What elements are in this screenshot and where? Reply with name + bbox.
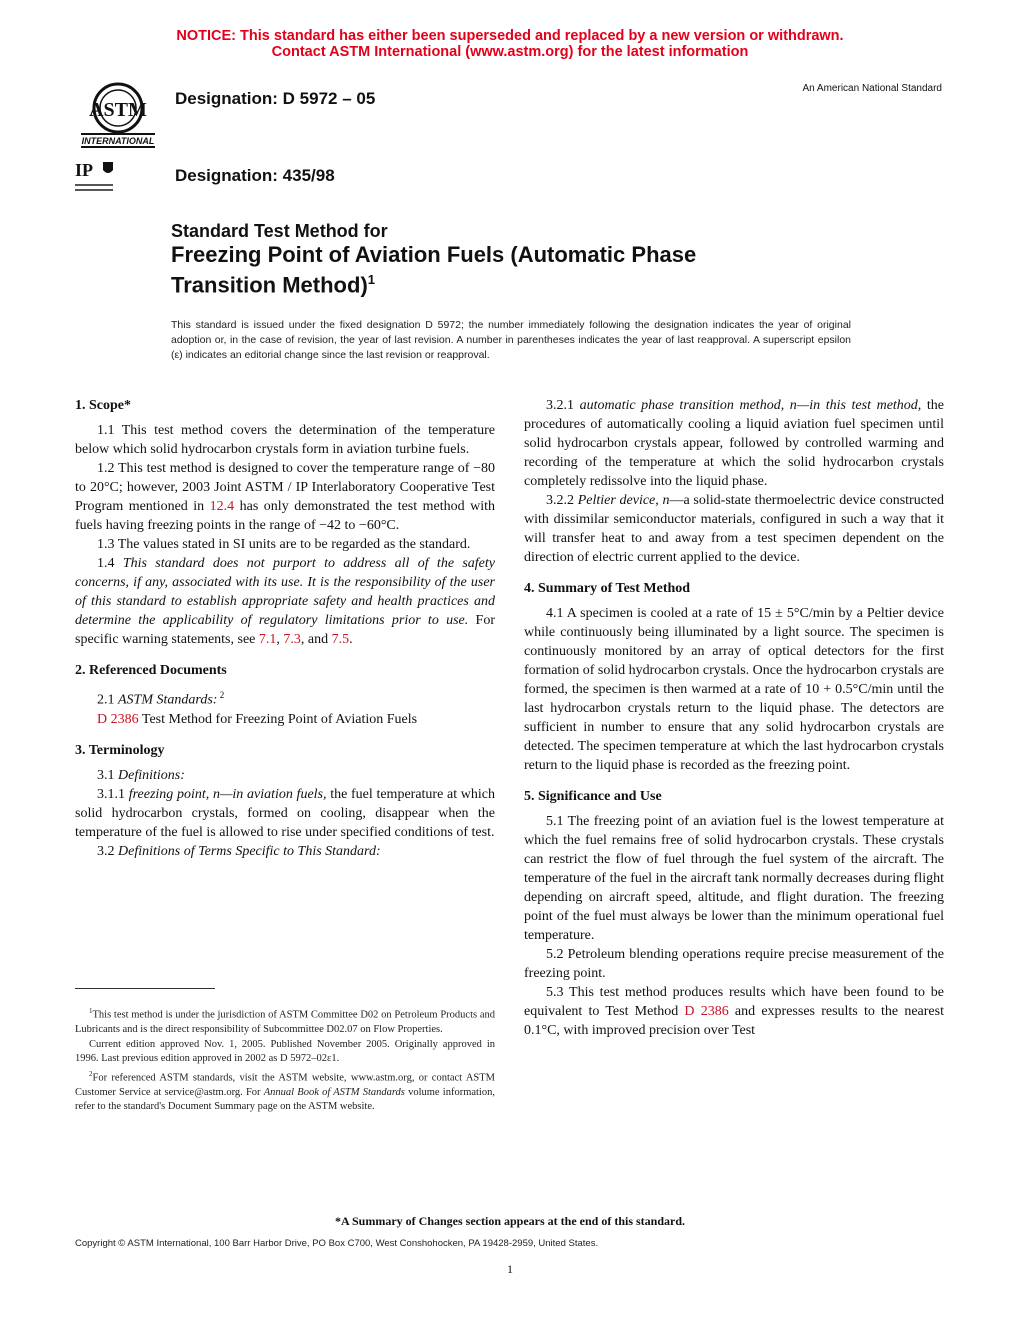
- link-7-3[interactable]: 7.3: [283, 632, 301, 647]
- title-line-2: Freezing Point of Aviation Fuels (Automatic Phase: [171, 242, 697, 267]
- reference-d2386: [75, 710, 495, 729]
- para-5-1: 5.1 The freezing point of an aviation fuel is the lowest temperature at which the fuel remains free of solid hydrocarbon crystals. These crystals can restrict the flow of fuel through the fuel system of the aircraft. The temperature of the fuel in the aircraft tank normally decreases during flight depending on aircraft speed, altitude, and flight duration. The freezing point of the fuel must always be lower than the minimum operational fuel temperature.: [524, 814, 944, 943]
- scope-heading: 1. Scope*: [75, 398, 131, 413]
- title-line-1: Standard Test Method for: [171, 221, 388, 241]
- para-3-1-1-num: 3.1.1: [97, 786, 129, 802]
- para-5-2: 5.2 Petroleum blending operations require precise measurement of the freezing point.: [524, 947, 944, 981]
- para-1-4-end: .: [349, 632, 353, 647]
- para-1-4-text: For specific warning statements, see: [75, 613, 495, 647]
- para-3-2-num: 3.2: [97, 843, 118, 859]
- para-3-2-1: [524, 396, 944, 491]
- para-1-2: [75, 459, 495, 535]
- para-3-1-1: [75, 785, 495, 842]
- ip-designation: Designation: 435/98: [175, 166, 335, 185]
- intro-paragraph: This standard is issued under the fixed designation D 5972; the number immediately following the designation indicates the year of original adoption or, in the case of revision, the year of last revision. A number in parentheses indicates the year of last reapproval. A superscript epsilon (ε) indicates an editorial change since the last revision or reapproval.: [171, 319, 851, 361]
- ip-logo: [75, 158, 123, 198]
- para-3-1-italic: Definitions:: [118, 767, 185, 783]
- document-title: [171, 220, 696, 297]
- page-number: 1: [507, 1262, 513, 1276]
- copyright-line: Copyright © ASTM International, 100 Barr Harbor Drive, PO Box C700, West Conshohocken, PA 19428-2959, United States.: [75, 1238, 599, 1249]
- title-footnote-mark: 1: [367, 272, 375, 287]
- para-3-1-num: 3.1: [97, 767, 118, 783]
- summary-heading: 4. Summary of Test Method: [524, 581, 691, 596]
- footnote-1-text: This test method is under the jurisdiction of ASTM Committee D02 on Petroleum Products and Lubricants and is the direct responsibility of Subcommittee D02.07 on Flow Properties.: [75, 1009, 495, 1035]
- footnote-2-text-a: For referenced ASTM standards, visit the ASTM website, www.astm.org, or contact ASTM Customer Service at service@astm.org. For: [75, 1072, 495, 1098]
- footnotes: [75, 1004, 495, 1115]
- notice-line-2: Contact ASTM International (www.astm.org) for the latest information: [271, 44, 749, 60]
- para-1-4-sep-2: , and: [300, 632, 332, 647]
- link-7-5[interactable]: 7.5: [331, 632, 350, 647]
- para-3-2-1-num: 3.2.1: [546, 398, 580, 413]
- national-standard-label: An American National Standard: [802, 83, 942, 94]
- footnote-2: [75, 1067, 495, 1115]
- significance-heading: 5. Significance and Use: [524, 789, 662, 804]
- link-d2386[interactable]: D 2386: [684, 1004, 729, 1019]
- para-3-2-1-text: the procedures of automatically cooling a liquid aviation fuel specimen until solid hydrocarbon crystals appear, followed by controlled warming and recording of the temperature at which the solid hydrocarbon crystals completely redissolve into the liquid phase.: [524, 398, 944, 489]
- ip-logo-text: IP: [75, 160, 93, 180]
- para-1-2-text-a: 1.2 This test method is designed to cover the temperature range of −80 to 20°C; however, 2003 Joint ASTM / IP Interlaboratory Cooperative Test Program mentioned in: [75, 461, 495, 514]
- para-1-4-num: 1.4: [97, 556, 123, 571]
- para-1-2-text-b: has only demonstrated the test method with fuels having freezing points in the range of −42 to −60°C.: [75, 499, 495, 533]
- link-7-1[interactable]: 7.1: [258, 632, 277, 647]
- footnote-2-text-b: volume information, refer to the standard's Document Summary page on the ASTM website.: [75, 1086, 495, 1112]
- right-column: [524, 396, 944, 1040]
- para-3-2-italic: Definitions of Terms Specific to This Standard:: [118, 843, 381, 859]
- footnote-2-italic: Annual Book of ASTM Standards: [263, 1086, 405, 1098]
- para-2-1: [75, 686, 495, 710]
- footnote-2-mark: 2: [89, 1069, 93, 1078]
- para-3-1-1-text: the fuel temperature at which solid hydrocarbon crystals, formed on cooling, disappear when the temperature of the fuel is allowed to rise under specified conditions of test.: [75, 786, 495, 840]
- para-1-4: [75, 554, 495, 649]
- para-4-1: 4.1 A specimen is cooled at a rate of 15 ± 5°C/min by a Peltier device while continuously being illuminated by a light source. The specimen is continuously monitored by an array of optical detectors for the first formation of solid hydrocarbon crystals. Once the hydrocarbon crystals are formed, the specimen is then warmed at a rate of 10 + 0.5°C/min until the last hydrocarbon crystals return to the liquid phase. The detectors are sufficient in number to ensure that any solid hydrocarbon crystals are detected. The specimen temperature at which the last hydrocarbon crystals return to the liquid phase is recorded as the freezing point.: [524, 606, 944, 773]
- para-1-4-sep-1: ,: [276, 632, 284, 647]
- para-3-2-2-italic: Peltier device, n: [577, 493, 670, 508]
- terminology-heading: 3. Terminology: [75, 742, 165, 758]
- footnote-rule: [75, 988, 215, 989]
- summary-of-changes-note: *A Summary of Changes section appears at the end of this standard.: [334, 1214, 686, 1228]
- para-2-1-italic: ASTM Standards:: [118, 692, 218, 708]
- para-5-3-text-b: and expresses results to the nearest 0.1°C, with improved precision over Test: [524, 1004, 944, 1038]
- title-line-3: Transition Method): [171, 272, 368, 298]
- para-1-1: 1.1 This test method covers the determination of the temperature below which solid hydrocarbon crystals form in aviation turbine fuels.: [75, 423, 495, 457]
- para-3-2-2-text: —a solid-state thermoelectric device constructed with dissimilar semiconductor materials, configured in such a way that it will transfer heat to and away from a test specimen dependent on the direction of electric current applied to the device.: [524, 493, 945, 565]
- astm-logo-sub: INTERNATIONAL: [81, 136, 155, 146]
- link-12-4[interactable]: 12.4: [209, 499, 235, 514]
- para-3-2-2-num: 3.2.2: [546, 493, 578, 508]
- link-d2386-ref[interactable]: D 2386: [97, 711, 139, 727]
- para-1-3: 1.3 The values stated in SI units are to be regarded as the standard.: [97, 537, 471, 552]
- para-3-2: [75, 842, 495, 861]
- para-3-2-2: [524, 491, 944, 567]
- reference-d2386-title: Test Method for Freezing Point of Aviation Fuels: [138, 711, 418, 727]
- para-3-2-1-italic: automatic phase transition method, n—in this test method,: [579, 398, 922, 413]
- para-5-3-text-a: 5.3 This test method produces results which have been found to be equivalent to Test Method: [524, 985, 944, 1019]
- notice-line-1: NOTICE: This standard has either been superseded and replaced by a new version or withdrawn.: [176, 28, 844, 44]
- referenced-documents-heading: 2. Referenced Documents: [75, 663, 227, 678]
- astm-logo-text: ASTM: [89, 99, 147, 121]
- footnote-1: [75, 1004, 495, 1038]
- astm-logo: [75, 76, 161, 152]
- para-3-1-1-italic: freezing point, n—in aviation fuels,: [128, 786, 327, 802]
- astm-designation: Designation: D 5972 – 05: [175, 89, 376, 108]
- para-1-4-italic: This standard does not purport to address all of the safety concerns, if any, associated with its use. It is the responsibility of the user of this standard to establish appropriate safety and health practices and determine the applicability of regulatory limitations prior to use.: [75, 556, 495, 628]
- left-column: [75, 396, 495, 861]
- para-5-3: [524, 983, 944, 1040]
- footnote-1-mark: 1: [89, 1007, 93, 1015]
- para-2-1-num: 2.1: [97, 692, 118, 708]
- para-2-1-sup: 2: [217, 690, 225, 700]
- para-3-1: [75, 766, 495, 785]
- footnote-1b: Current edition approved Nov. 1, 2005. Published November 2005. Originally approved in 1996. Last previous edition approved in 2002 as D 5972–02ε1.: [75, 1038, 495, 1064]
